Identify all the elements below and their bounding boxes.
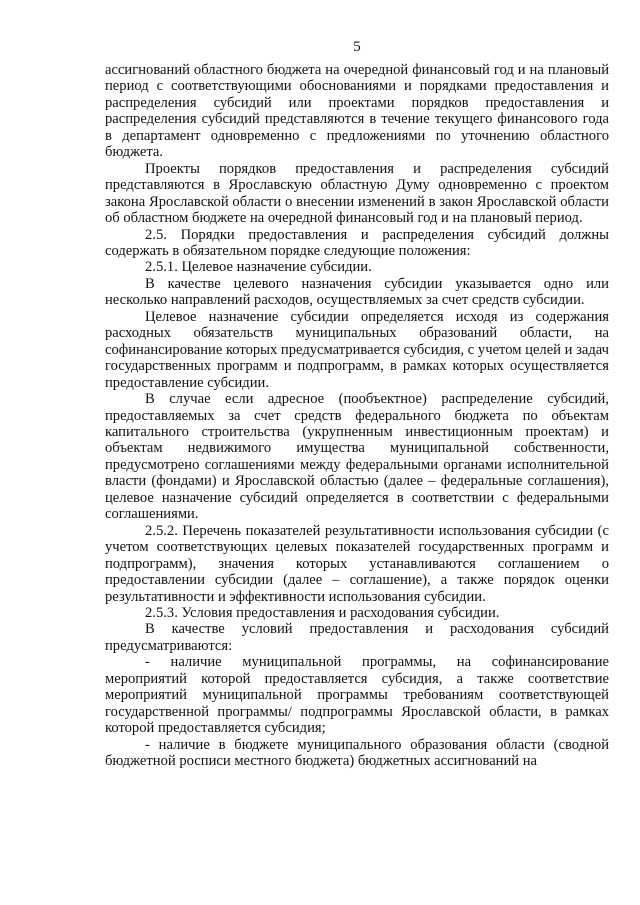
page-number: 5 bbox=[353, 39, 361, 55]
list-item-budget-allocations: - наличие в бюджете муниципального образования области (сводной бюджетной росписи местного бюджета) бюджетных ассигнований на bbox=[105, 736, 609, 770]
paragraph-draft-procedures: Проекты порядков предоставления и распределения субсидий представляются в Ярославскую областную Думу одновременно с проектом закона Ярославской области о внесении изменений в закон Ярославской области об областном бюджете на очередной финансовый год и на плановый период. bbox=[105, 160, 609, 227]
paragraph-conditions-intro: В качестве условий предоставления и расходования субсидий предусматриваются: bbox=[105, 621, 609, 654]
paragraph-purpose-directions: В качестве целевого назначения субсидии указывается одно или несколько направлений расходов, осуществляемых за счет средств субсидии. bbox=[105, 275, 609, 309]
list-item-municipal-program: - наличие муниципальной программы, на софинансирование мероприятий которой предоставляется субсидия, а также соответствие мероприятий муниципальной программы требованиям соответствующей государственной программы/ подпрограммы Ярославской области, в рамках которой предоставляется субсидия; bbox=[105, 654, 609, 737]
paragraph-section-2-5-1: 2.5.1. Целевое назначение субсидии. bbox=[145, 259, 372, 276]
document-page bbox=[105, 38, 609, 769]
paragraph-continuation: ассигнований областного бюджета на очередной финансовый год и на плановый период с соответствующими обоснованиями и порядками предоставления и распределения субсидий или проектами порядков предоставления и распределения субсидий представляются в течение текущего финансового года в департамент одновременно с предложениями по уточнению областного бюджета. bbox=[105, 62, 609, 161]
paragraph-section-2-5-3: 2.5.3. Условия предоставления и расходования субсидии. bbox=[145, 604, 500, 621]
paragraph-federal-agreements: В случае если адресное (пообъектное) распределение субсидий, предоставляемых за счет средств федерального бюджета по объектам капитального строительства (укрупненным инвестиционным проектам) и объектам недвижимого имущества муниципальной собственности, предусмотрено соглашениями между федеральными органами исполнительной власти (фондами) и Ярославской областью (далее – федеральные соглашения), целевое назначение субсидий определяется в соответствии с федеральными соглашениями. bbox=[105, 391, 609, 523]
paragraph-section-2-5-2: 2.5.2. Перечень показателей результативности использования субсидии (с учетом соответствующих целевых показателей государственных программ и подпрограмм), значения которых устанавливаются соглашением о предоставлении субсидии (далее – соглашение), а также порядок оценки результативности и эффективности использования субсидии. bbox=[105, 522, 609, 605]
paragraph-purpose-definition: Целевое назначение субсидии определяется исходя из содержания расходных обязательств муниципальных образований области, на софинансирование которых предусматривается субсидия, с учетом целей и задач государственных программ и подпрограмм, в рамках которых осуществляется предоставление субсидии. bbox=[105, 308, 609, 391]
paragraph-section-2-5: 2.5. Порядки предоставления и распределения субсидий должны содержать в обязательном порядке следующие положения: bbox=[105, 226, 609, 259]
